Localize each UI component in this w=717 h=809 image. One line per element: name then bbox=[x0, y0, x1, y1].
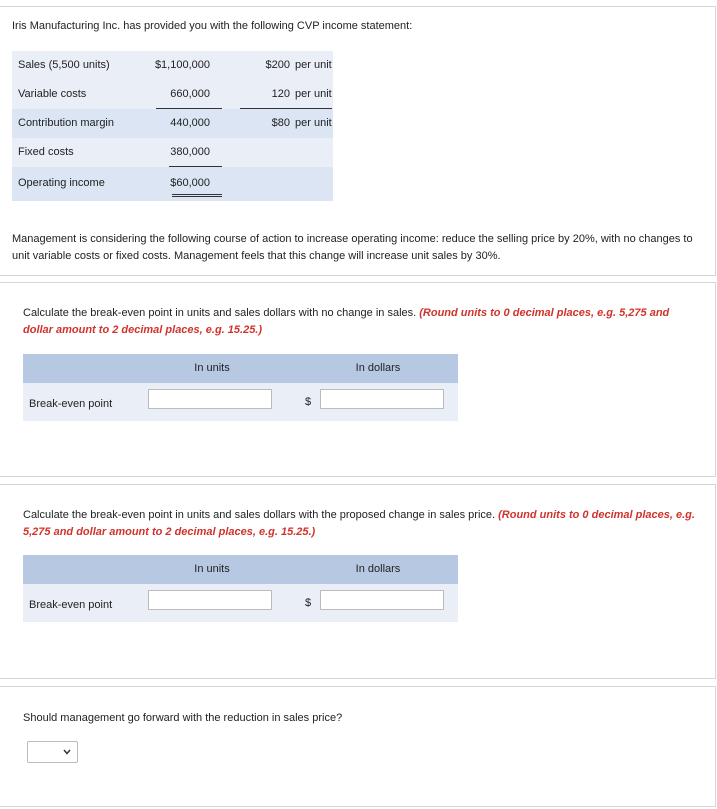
break-even-table-2 bbox=[23, 555, 458, 622]
cvp-row-label: Operating income bbox=[18, 177, 105, 189]
question-3-panel bbox=[0, 686, 716, 807]
break-even-units-input[interactable] bbox=[148, 389, 272, 409]
cvp-row-label: Variable costs bbox=[18, 88, 87, 100]
decision-select[interactable] bbox=[27, 741, 78, 763]
cvp-row-sales bbox=[12, 51, 333, 80]
question-2-panel bbox=[0, 484, 716, 679]
rounding-hint: (Round units to 0 decimal places, e.g. 5,275 and dollar amount to 2 decimal places, e.g. 15.25.) bbox=[23, 509, 695, 538]
cvp-row-label: Sales (5,500 units) bbox=[18, 59, 110, 71]
question-text: Calculate the break-even point in units and sales dollars with the proposed change in sales price. bbox=[23, 509, 496, 521]
cvp-row-amount: 660,000 bbox=[170, 88, 210, 100]
column-header-units: In units bbox=[194, 563, 230, 575]
amount-double-underline bbox=[172, 194, 222, 195]
question-1-text bbox=[23, 305, 698, 339]
cvp-row-amount: $60,000 bbox=[170, 177, 210, 189]
table-header bbox=[23, 354, 458, 383]
cvp-row-operating-income bbox=[12, 167, 333, 201]
column-header-units: In units bbox=[194, 362, 230, 374]
rounding-hint: (Round units to 0 decimal places, e.g. 5,275 and dollar amount to 2 decimal places, e.g. 15.25.) bbox=[23, 307, 670, 336]
column-header-dollars: In dollars bbox=[355, 362, 401, 374]
break-even-dollars-input[interactable] bbox=[320, 590, 444, 610]
cvp-row-contribution-margin bbox=[12, 109, 333, 138]
cvp-row-label: Contribution margin bbox=[18, 117, 114, 129]
cvp-row-per-unit: per unit bbox=[295, 88, 332, 100]
cvp-row-amount: 440,000 bbox=[170, 117, 210, 129]
question-1-panel bbox=[0, 282, 716, 477]
dollar-sign: $ bbox=[305, 597, 312, 609]
cvp-row-fixed-costs bbox=[12, 138, 333, 167]
table-header bbox=[23, 555, 458, 584]
cvp-row-per-unit: per unit bbox=[295, 59, 332, 71]
question-2-text bbox=[23, 507, 698, 541]
intro-text: Iris Manufacturing Inc. has provided you with the following CVP income statement: bbox=[12, 20, 413, 32]
cvp-income-statement-table bbox=[12, 51, 333, 201]
chevron-down-icon bbox=[63, 749, 71, 755]
break-even-row-label: Break-even point bbox=[29, 398, 113, 410]
question-3-text: Should management go forward with the reduction in sales price? bbox=[23, 712, 343, 724]
break-even-table-1 bbox=[23, 354, 458, 421]
cvp-row-amount: 380,000 bbox=[170, 146, 210, 158]
management-text: Management is considering the following course of action to increase operating income: reduce the selling price by 20%, with no changes to unit variable costs or fixed costs. Management feels that this change will increase unit sales by 30%. bbox=[12, 233, 693, 262]
break-even-units-input[interactable] bbox=[148, 590, 272, 610]
break-even-row-label: Break-even point bbox=[29, 599, 113, 611]
cvp-statement-panel bbox=[0, 6, 716, 276]
question-text: Calculate the break-even point in units and sales dollars with no change in sales. bbox=[23, 307, 417, 319]
cvp-row-unit-amount: $200 bbox=[265, 59, 290, 71]
break-even-dollars-input[interactable] bbox=[320, 389, 444, 409]
cvp-row-unit-amount: $80 bbox=[271, 117, 290, 129]
dollar-sign: $ bbox=[305, 396, 312, 408]
cvp-row-per-unit: per unit bbox=[295, 117, 332, 129]
cvp-row-amount: $1,100,000 bbox=[154, 59, 210, 71]
cvp-row-label: Fixed costs bbox=[18, 146, 74, 158]
column-header-dollars: In dollars bbox=[355, 563, 401, 575]
cvp-row-variable-costs bbox=[12, 80, 333, 109]
amount-double-underline bbox=[172, 196, 222, 197]
cvp-row-unit-amount: 120 bbox=[271, 88, 290, 100]
